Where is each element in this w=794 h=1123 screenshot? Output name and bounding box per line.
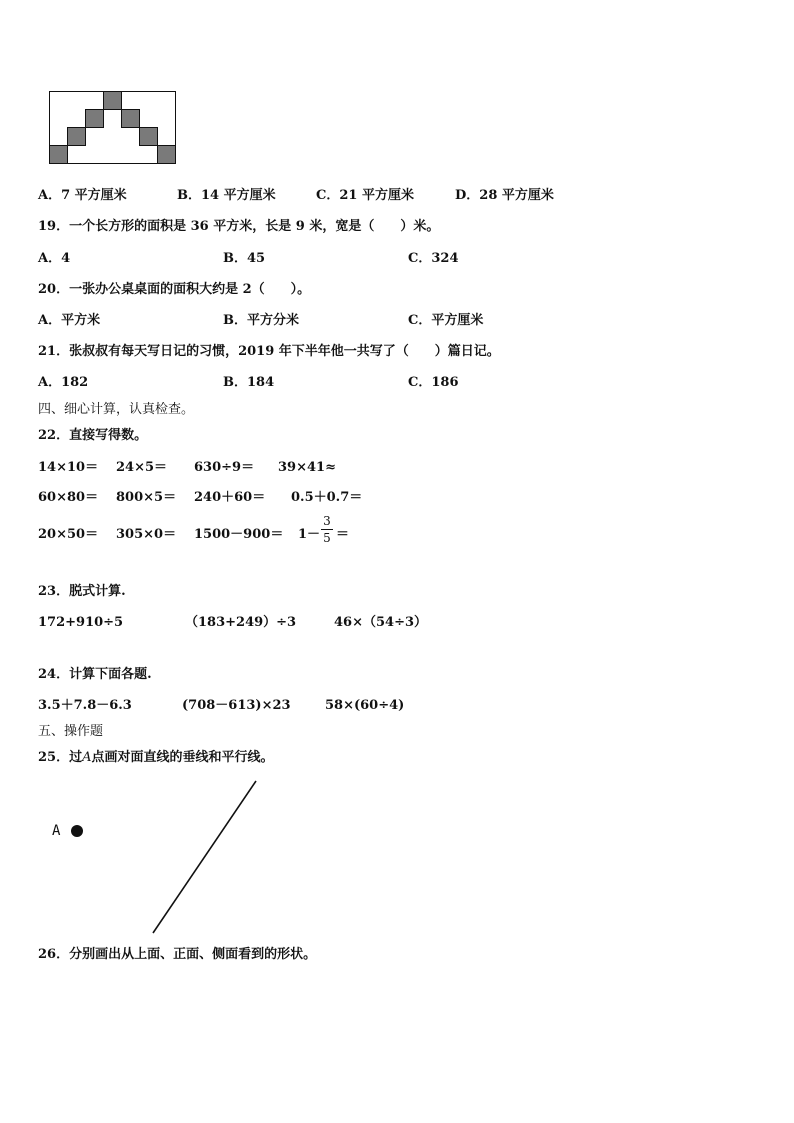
q21-option-c: C．186	[408, 375, 459, 390]
q20-option-a: A．平方米	[38, 313, 101, 328]
q24-text: 24．计算下面各题.	[38, 667, 152, 682]
q22-fraction-prefix: 1－	[298, 527, 321, 542]
shaded-square	[158, 146, 176, 164]
q26-text: 26．分别画出从上面、正面、侧面看到的形状。	[38, 947, 317, 962]
fraction-numerator: 3	[323, 514, 331, 528]
staircase-area-figure	[49, 91, 177, 165]
q18-option-a: A．7 平方厘米	[38, 188, 127, 203]
q25-text-suffix: 点画对面直线的垂线和平行线。	[91, 750, 274, 765]
q21-option-b: B．184	[223, 375, 275, 390]
q23-item3: 46×（54÷3）	[334, 615, 428, 630]
q22-text: 22．直接写得数。	[38, 428, 148, 443]
q20-option-b: B．平方分米	[223, 313, 299, 328]
q24-item1: 3.5＋7.8－6.3	[38, 698, 132, 713]
q22-row1-item3: 630÷9＝	[194, 460, 255, 475]
q19-option-b: B．45	[223, 251, 266, 266]
point-a-dot	[70, 824, 84, 838]
q22-row1-item1: 14×10＝	[38, 460, 99, 475]
q18-option-b: B．14 平方厘米	[177, 188, 276, 203]
q21-text: 21．张叔叔有每天写日记的习惯，2019 年下半年他一共写了（ ）篇日记。	[38, 344, 500, 359]
q23-item2: （183+249）÷3	[185, 615, 297, 630]
shaded-square	[104, 92, 122, 110]
slanted-line	[150, 778, 260, 936]
fraction-three-fifths	[321, 515, 333, 544]
q24-item3: 58×(60÷4)	[325, 698, 405, 713]
shaded-square	[140, 128, 158, 146]
q18-option-d: D．28 平方厘米	[455, 188, 554, 203]
q22-row3-item1: 20×50＝	[38, 527, 99, 542]
q22-row2-item4: 0.5＋0.7＝	[291, 490, 363, 505]
q22-row2-item3: 240＋60＝	[194, 490, 266, 505]
section-5-heading: 五、操作题	[38, 724, 104, 739]
q19-text: 19．一个长方形的面积是 36 平方米，长是 9 米，宽是（ ）米。	[38, 219, 440, 234]
shaded-square	[86, 110, 104, 128]
q25-point-name: A	[82, 750, 92, 765]
q22-row2-item2: 800×5＝	[116, 490, 177, 505]
section-4-heading: 四、细心计算，认真检查。	[38, 402, 195, 417]
q22-row2-item1: 60×80＝	[38, 490, 99, 505]
q22-row3-item3: 1500－900＝	[194, 527, 284, 542]
q20-text: 20．一张办公桌桌面的面积大约是 2（ ）。	[38, 282, 311, 297]
shaded-square	[68, 128, 86, 146]
q25-text	[38, 751, 274, 764]
point-a-label: A	[52, 823, 61, 839]
q22-row3-item2: 305×0＝	[116, 527, 177, 542]
shaded-square	[50, 146, 68, 164]
q23-item1: 172+910÷5	[38, 615, 124, 630]
q24-item2: (708－613)×23	[182, 698, 291, 713]
q19-option-c: C．324	[408, 251, 459, 266]
q20-option-c: C．平方厘米	[408, 313, 484, 328]
q23-text: 23．脱式计算.	[38, 584, 126, 599]
fraction-denominator: 5	[323, 531, 331, 545]
q22-row1-item2: 24×5＝	[116, 460, 168, 475]
q21-option-a: A．182	[38, 375, 89, 390]
fraction-bar	[321, 529, 333, 530]
q25-text-prefix: 25．过	[38, 750, 83, 765]
shaded-square	[122, 110, 140, 128]
q18-option-c: C．21 平方厘米	[316, 188, 414, 203]
q22-row1-item4: 39×41≈	[278, 460, 336, 475]
q19-option-a: A．4	[38, 251, 71, 266]
q22-fraction-suffix: ＝	[336, 527, 350, 542]
